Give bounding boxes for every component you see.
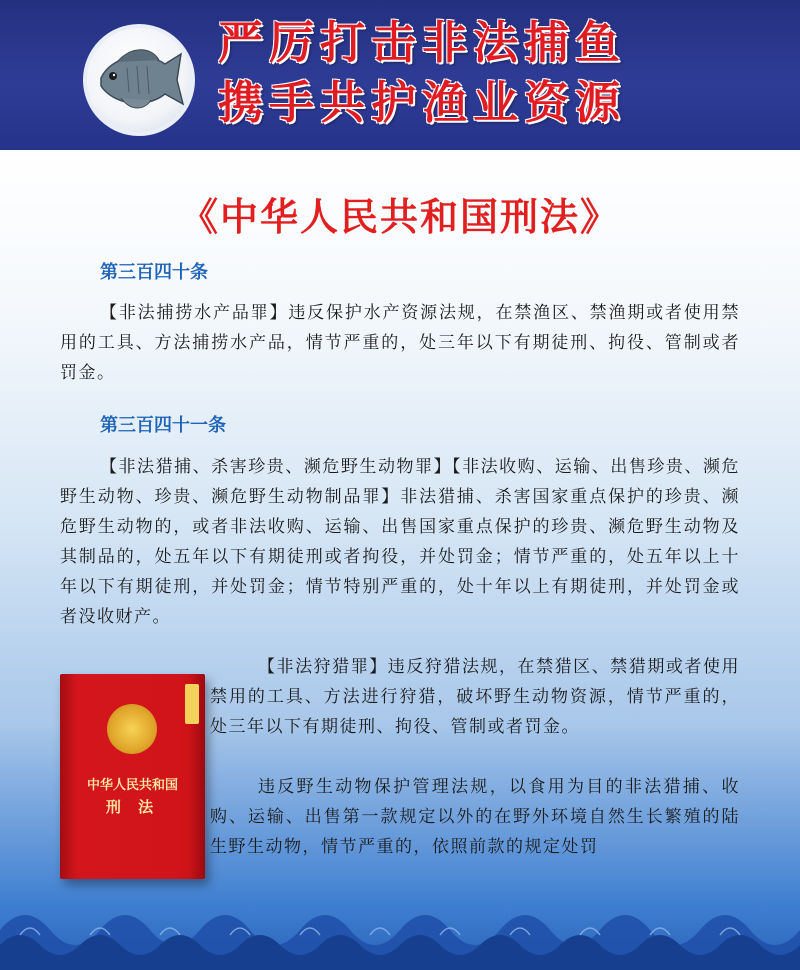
header-banner <box>0 0 800 150</box>
banner-slogan-line-1: 严厉打击非法捕鱼 <box>218 16 627 69</box>
article-341-paragraph-1: 【非法猎捕、杀害珍贵、濒危野生动物罪】【非法收购、运输、出售珍贵、濒危野生动物、珍贵、濒危野生动物制品罪】非法猎捕、杀害国家重点保护的珍贵、濒危野生动物的，或者非法收购、运输、出售国家重点保护的珍贵、濒危野生动物及其制品的，处五年以下有期徒刑或者拘役，并处罚金；情节严重的，处五年以上十年以下有期徒刑，并处罚金；情节特别严重的，处十年以上有期徒刑，并处罚金或者没收财产。 <box>60 457 740 627</box>
wave-pattern <box>0 890 800 970</box>
article-340-paragraph: 【非法捕捞水产品罪】违反保护水产资源法规，在禁渔区、禁渔期或者使用禁用的工具、方法捕捞水产品，情节严重的，处三年以下有期徒刑、拘役、管制或者罚金。 <box>60 303 740 383</box>
banner-slogan-line-2: 携手共护渔业资源 <box>218 76 627 129</box>
book-title: 中华人民共和国 <box>86 778 178 793</box>
document-title: 《中华人民共和国刑法》 <box>179 195 620 239</box>
article-341-paragraph-2: 【非法狩猎罪】违反狩猎法规，在禁猎区、禁猎期或者使用禁用的工具、方法进行狩猎，破坏野生动物资源，情节严重的，处三年以下有期徒刑、拘役、管制或者罚金。 <box>210 657 740 737</box>
article-341-heading: 第三百四十一条 <box>100 415 226 436</box>
national-emblem-icon <box>107 704 157 754</box>
book-bookmark <box>185 684 199 724</box>
criminal-law-book-cover <box>60 674 205 879</box>
article-340-heading: 第三百四十条 <box>100 262 208 283</box>
tilapia-fish-icon <box>87 28 191 132</box>
book-subtitle: 刑 法 <box>105 798 160 816</box>
fish-logo <box>83 24 195 136</box>
article-341-paragraph-3: 违反野生动物保护管理法规，以食用为目的非法猎捕、收购、运输、出售第一款规定以外的在野外环境自然生长繁殖的陆生野生动物，情节严重的，依照前款的规定处罚 <box>210 777 740 857</box>
